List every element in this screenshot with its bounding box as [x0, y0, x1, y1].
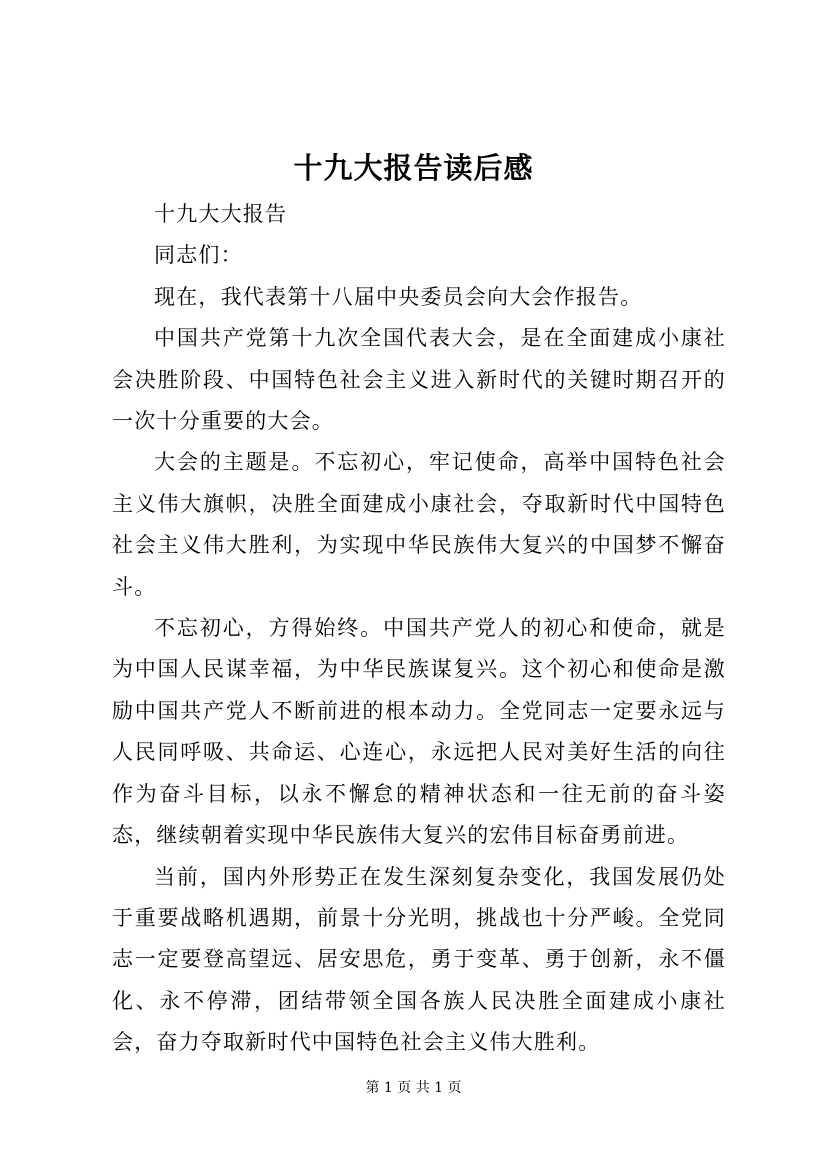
paragraph: 当前，国内外形势正在发生深刻复杂变化，我国发展仍处于重要战略机遇期，前景十分光明，挑战也十分严峻。全党同志一定要登高望远、居安思危，勇于变革、勇于创新，永不僵化、永不停滞，团结带领全国各族人民决胜全面建成小康社会，奋力夺取新时代中国特色社会主义伟大胜利。 — [112, 864, 726, 1055]
paragraph: 现在，我代表第十八届中央委员会向大会作报告。 — [154, 284, 643, 309]
paragraph: 中国共产党第十九次全国代表大会，是在全面建成小康社会决胜阶段、中国特色社会主义进入新时代的关键时期召开的一次十分重要的大会。 — [112, 326, 726, 434]
document-title: 十九大报告读后感 — [293, 151, 534, 185]
paragraph: 大会的主题是。不忘初心，牢记使命，高举中国特色社会主义伟大旗帜，决胜全面建成小康社会，夺取新时代中国特色社会主义伟大胜利，为实现中华民族伟大复兴的中国梦不懈奋斗。 — [112, 450, 726, 599]
paragraph-heading: 十九大大报告 — [154, 202, 288, 226]
document-body — [112, 194, 726, 1064]
paragraph-salutation: 同志们： — [154, 243, 243, 268]
page-number-footer: 第 1 页 共 1 页 — [365, 1080, 462, 1096]
paragraph: 不忘初心，方得始终。中国共产党人的初心和使命，就是为中国人民谋幸福，为中华民族谋复兴。这个初心和使命是激励中国共产党人不断前进的根本动力。全党同志一定要永远与人民同呼吸、共命运、心连心，永远把人民对美好生活的向往作为奋斗目标，以永不懈怠的精神状态和一往无前的奋斗姿态，继续朝着实现中华民族伟大复兴的宏伟目标奋勇前进。 — [112, 616, 726, 848]
